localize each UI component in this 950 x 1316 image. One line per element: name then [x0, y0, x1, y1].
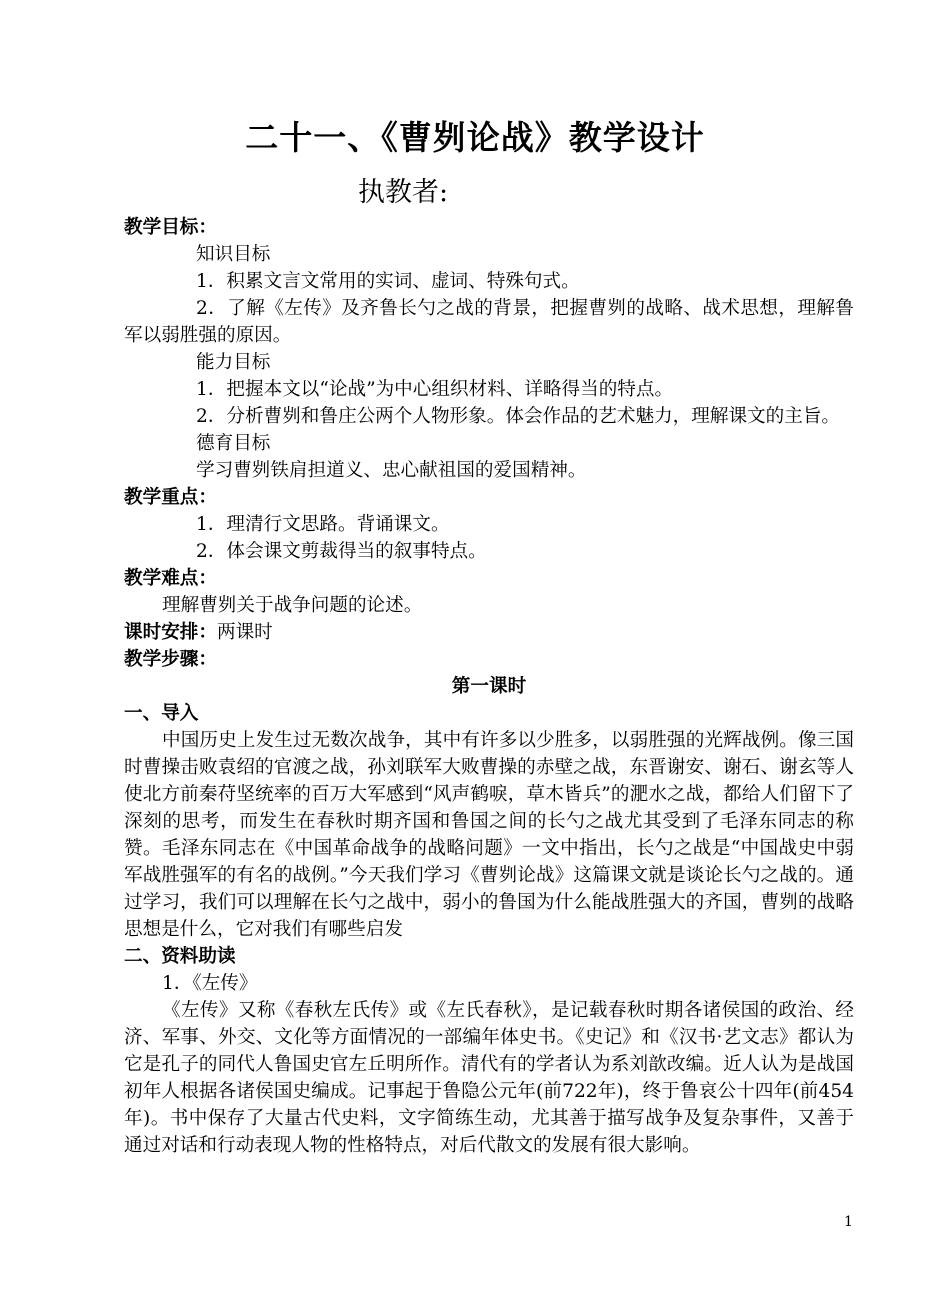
materials-heading: 二、资料助读 [124, 946, 236, 967]
moral-heading: 德育目标 [196, 433, 271, 454]
ability-heading: 能力目标 [196, 352, 271, 373]
document-body [124, 214, 854, 1159]
schedule-line [124, 619, 854, 646]
knowledge-item-1: 1．积累文言文常用的实词、虚词、特殊句式。 [196, 271, 580, 292]
ability-item-1: 1．把握本文以“论战”为中心组织材料、详略得当的特点。 [196, 379, 674, 400]
document-title: 二十一、《曹刿论战》教学设计 [245, 118, 705, 157]
difficulty-item-1: 理解曹刿关于战争问题的论述。 [162, 595, 423, 616]
intro-paragraph: 中国历史上发生过无数次战争，其中有许多以少胜多，以弱胜强的光辉战例。像三国时曹操击败袁绍的官渡之战，孙刘联军大败曹操的赤壁之战，东晋谢安、谢石、谢玄等人使北方前秦苻坚统率的百万大军感到“风声鹤唳，草木皆兵”的淝水之战，都给人们留下了深刻的思考，而发生在春秋时期齐国和鲁国之间的长勺之战尤其受到了毛泽东同志的称赞。毛泽东同志在《中国革命战争的战略问题》一文中指出，长勺之战是“中国战史中弱军战胜强军的有名的战例。”今天我们学习《曹刿论战》这篇课文就是谈论长勺之战的。通过学习，我们可以理解在长勺之战中，弱小的鲁国为什么能战胜强大的齐国，曹刿的战略思想是什么，它对我们有哪些启发 [124, 730, 854, 940]
steps-heading: 教学步骤： [124, 649, 217, 670]
zuozhuan-heading: 1．《左传》 [162, 973, 258, 994]
schedule-value: 两课时 [216, 622, 273, 643]
focus-heading: 教学重点： [124, 487, 217, 508]
lesson-heading: 第一课时 [451, 676, 527, 697]
knowledge-heading: 知识目标 [196, 244, 271, 265]
focus-item-1: 1．理清行文思路。背诵课文。 [196, 514, 450, 535]
goals-heading: 教学目标： [124, 217, 217, 238]
intro-heading: 一、导入 [124, 703, 199, 724]
moral-item-1: 学习曹刿铁肩担道义、忠心献祖国的爱国精神。 [196, 460, 587, 481]
schedule-label: 课时安排： [124, 622, 217, 643]
focus-item-2: 2．体会课文剪裁得当的叙事特点。 [196, 541, 487, 562]
knowledge-item-2: 2．了解《左传》及齐鲁长勺之战的背景，把握曹刿的战略、战术思想，理解鲁军以弱胜强的原因。 [124, 298, 854, 346]
zuozhuan-paragraph: 《左传》又称《春秋左氏传》或《左氏春秋》，是记载春秋时期各诸侯国的政治、经济、军事、外交、文化等方面情况的一部编年体史书。《史记》和《汉书·艺文志》都认为它是孔子的同代人鲁国史官左丘明所作。清代有的学者认为系刘歆改编。近人认为是战国初年人根据各诸侯国史编成。记事起于鲁隐公元年(前722年)，终于鲁哀公十四年(前454年)。书中保存了大量古代史料，文字简练生动，尤其善于描写战争及复杂事件，又善于通过对话和行动表现人物的性格特点，对后代散文的发展有很大影响。 [124, 1000, 854, 1156]
difficulty-heading: 教学难点： [124, 568, 217, 589]
author-line: 执教者: [358, 177, 449, 208]
ability-item-2: 2．分析曹刿和鲁庄公两个人物形象。体会作品的艺术魅力，理解课文的主旨。 [196, 406, 841, 427]
page-number: 1 [844, 1214, 853, 1230]
